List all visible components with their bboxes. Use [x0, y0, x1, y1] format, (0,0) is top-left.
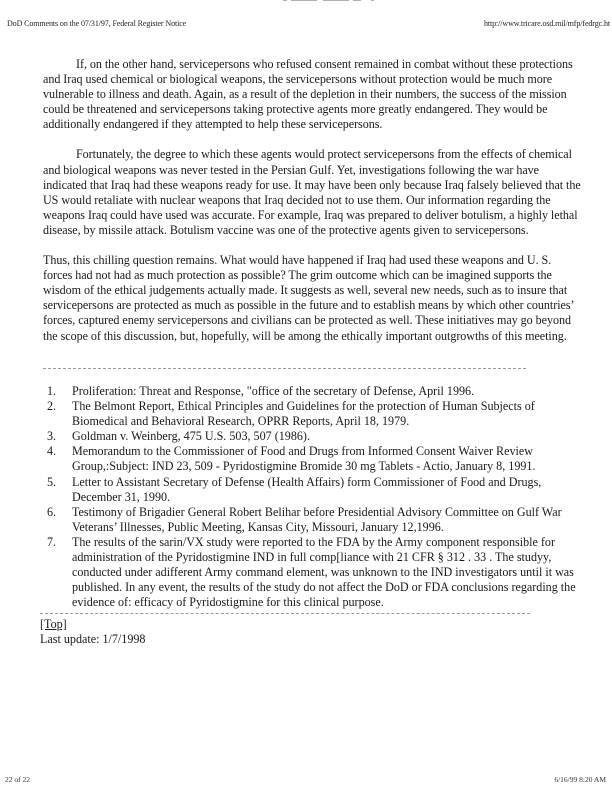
last-update: Last update: 1/7/1998 [40, 632, 146, 646]
reference-number: 3. [47, 429, 57, 444]
page-number: 22 of 22 [5, 775, 30, 784]
reference-number: 5. [47, 474, 57, 489]
reference-text: Letter to Assistant Secretary of Defense (Health Affairs) form Commissioner of Food and Drugs, December 31, 1990. [72, 474, 542, 504]
reference-item [47, 535, 577, 610]
top-link[interactable]: [Top] [40, 617, 67, 631]
reference-number: 7. [47, 534, 57, 549]
reference-text: The results of the sarin/VX study were reported to the FDA by the Army component responsible for administration of the Pyridostigmine IND in full comp[liance with 21 CFR § 312 . 33 . The studyy, conducted under adifferent Army command element, was unknown to the IND investigators until it was published. In any event, the results of the study do not affect the DoD or FDA conclusions regarding the evidence of: efficacy of Pyridostigmine for this clinical purpose. [72, 534, 576, 610]
references-list [47, 384, 577, 610]
reference-number: 1. [47, 384, 57, 398]
scan-top-marks [283, 0, 378, 2]
reference-item [47, 399, 577, 429]
reference-item [47, 384, 577, 399]
paragraph: Fortunately, the degree to which these agents would protect servicepersons from the effects of chemical and biological weapons was never tested in the Persian Gulf. Yet, investigations following the war have indicated that Iraq had these weapons ready for use. It may have been only because Iraq falsely believed that the US would retaliate with nuclear weapons that Iraq decided not to use them. Our information regarding the weapons Iraq could have used was accurate. For example, Iraq was prepared to deliver botulism, a highly lethal disease, by missile attack. Botulism vaccine was one of the protective agents given to servicepersons. [43, 147, 581, 237]
reference-text: Memorandum to the Commissioner of Food and Drugs from Informed Consent Waiver Review Group,:Subject: IND 23, 509 - Pyridostigmine Bromide 30 mg Tablets - Actio, January 8, 1991. [72, 444, 536, 474]
source-url: http://www.tricare.osd.mil/mfp/fedrgc.ht [484, 19, 610, 28]
reference-text: Proliferation: Threat and Response, "office of the secretary of Defense, April 1996. [72, 384, 475, 398]
reference-item [47, 475, 577, 505]
paragraph: If, on the other hand, servicepersons who refused consent remained in combat without these protections and Iraq used chemical or biological weapons, the servicepersons without protection would be much more vulnerable to illness and death. Again, as a result of the depletion in their numbers, the success of the mission could be threatened and servicepersons taking protective agents more greatly endangered. They would be additionally endangered if they attempted to help these servicepersons. [43, 57, 573, 132]
reference-number: 6. [47, 504, 57, 519]
divider [40, 613, 530, 614]
reference-number: 2. [47, 399, 57, 414]
page-footer-block [40, 617, 145, 647]
reference-item [47, 505, 577, 535]
divider [43, 368, 526, 369]
main-content [43, 57, 583, 359]
reference-text: The Belmont Report, Ethical Principles and Guidelines for the protection of Human Subjects of Biomedical and Behavioral Research, OPRR Reports, April 18, 1979. [72, 399, 535, 429]
reference-text: Testimony of Brigadier General Robert Belihar before Presidential Advisory Committee on Gulf War Veterans’ Illnesses, Public Meeting, Kansas City, Missouri, January 12,1996. [72, 504, 562, 534]
paragraph: Thus, this chilling question remains. What would have happened if Iraq had used these weapons and U. S. forces had not had as much protection as possible? The grim outcome which can be imagined supports the wisdom of the ethical judgements actually made. It suggests as well, several new needs, such as to insure that servicepersons are protected as much as possible in the future and to establish means by which other countries’ forces, captured enemy servicepersons and civilians can be protected as well. These initiatives may go beyond the scope of this discussion, but, hopefully, will be among the ethically important outgrowths of this meeting. [43, 253, 574, 343]
document-title: DoD Comments on the 07/31/97, Federal Register Notice [7, 19, 187, 28]
print-header [7, 19, 612, 31]
reference-item [47, 444, 577, 474]
reference-number: 4. [47, 444, 57, 459]
reference-item [47, 429, 577, 444]
print-timestamp: 6/16/99 8:20 AM [554, 775, 606, 784]
reference-text: Goldman v. Weinberg, 475 U.S. 503, 507 (1986). [72, 429, 310, 444]
